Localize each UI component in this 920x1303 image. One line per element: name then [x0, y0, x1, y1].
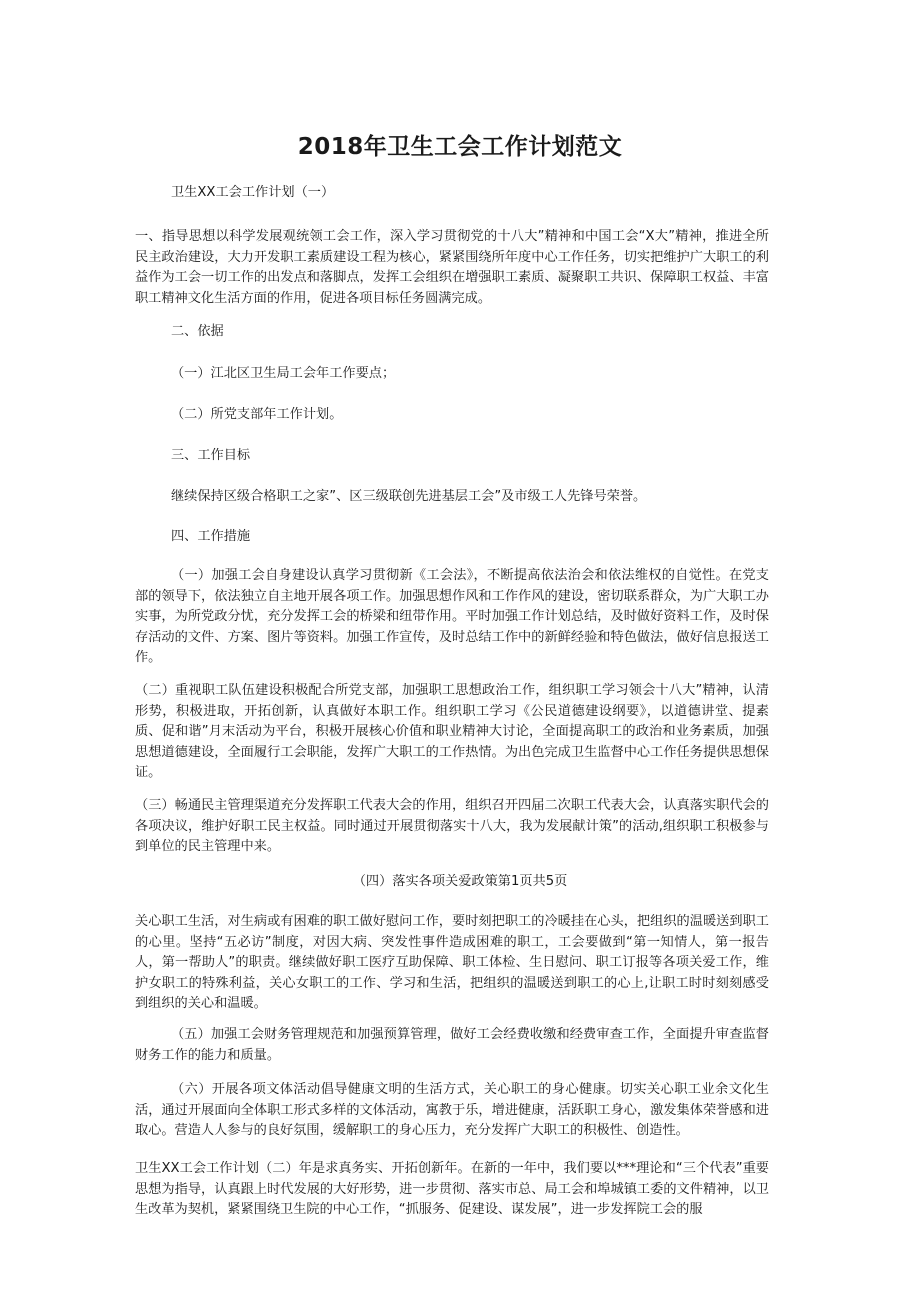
basis-item-2: （二）所党支部年工作计划。 — [171, 407, 343, 422]
measure-5: （五）加强工会财务管理规范和加强预算管理，做好工会经费收缴和经费审查工作，全面提升审查监督财务工作的能力和质量。 — [135, 1027, 769, 1063]
plan-subtitle: 卫生XX工会工作计划（一） — [171, 185, 335, 200]
measure-6: （六）开展各项文体活动倡导健康文明的生活方式，关心职工的身心健康。切实关心职工业余文化生活，通过开展面向全体职工形式多样的文体活动，寓教于乐，增进健康，活跃职工身心，激发集体荣誉感和进取心。营造人人参与的良好氛围，缓解职工的身心压力，充分发挥广大职工的积极性、创造性。 — [135, 1082, 769, 1139]
measure-1: （一）加强工会自身建设认真学习贯彻新《工会法》，不断提高依法治会和依法维权的自觉性。在党支部的领导下，依法独立自主地开展各项工作。加强思想作风和工作作风的建设，密切联系群众，为广大职工办实事，为所党政分忧，充分发挥工会的桥梁和纽带作用。平时加强工作计划总结，及时做好资料工作，及时保存活动的文件、方案、图片等资料。加强工作宣传，及时总结工作中的新鲜经验和特色做法，做好信息报送工作。 — [135, 568, 769, 666]
measure-2: （二）重视职工队伍建设积极配合所党支部，加强职工思想政治工作，组织职工学习领会十八大”精神，认清形势，积极进取，开拓创新，认真做好本职工作。组织职工学习《公民道德建设纲要》，以道德讲堂、提素质、促和谐”月末活动为平台，积极开展核心价值和职业精神大讨论，全面提高职工的政治和业务素质，加强思想道德建设，全面履行工会职能，发挥广大职工的工作热情。为出色完成卫生监督中心工作任务提供思想保证。 — [135, 683, 769, 781]
basis-item-1: （一）江北区卫生局工会年工作要点； — [171, 366, 396, 381]
measure-4-heading-page-footer: （四）落实各项关爱政策第1页共5页 — [352, 874, 568, 889]
section-heading-basis: 二、依据 — [171, 324, 224, 339]
measure-4: 关心职工生活，对生病或有困难的职工做好慰问工作，要时刻把职工的冷暖挂在心头，把组织的温暖送到职工的心里。坚持“五必访”制度，对因大病、突发性事件造成困难的职工，工会要做到“第一知情人，第一报告人，第一帮助人”的职责。继续做好职工医疗互助保障、职工体检、生日慰问、职工订报等各项关爱工作，维护女职工的特殊利益，关心女职工的工作、学习和生活，把组织的温暖送到职工的心上,让职工时时刻刻感受到组织的关心和温暖。 — [135, 914, 769, 1012]
paragraph-plan-two: 卫生XX工会工作计划（二）年是求真务实、开拓创新年。在新的一年中，我们要以***理论和“三个代表”重要思想为指导，认真跟上时代发展的大好形势，进一步贯彻、落实市总、局工会和埠城镇工委的文件精神，以卫生改革为契机，紧紧围绕卫生院的中心工作，“抓服务、促建设、谋发展”，进一步发挥院工会的服 — [135, 1161, 769, 1218]
goal-text: 继续保持区级合格职工之家”、区三级联创先进基层工会”及市级工人先锋号荣誉。 — [171, 489, 647, 504]
section-heading-measures: 四、工作措施 — [171, 529, 251, 544]
document-title: 2018年卫生工会工作计划范文 — [297, 134, 623, 160]
measure-3: （三）畅通民主管理渠道充分发挥职工代表大会的作用，组织召开四届二次职工代表大会，认真落实职代会的各项决议，维护好职工民主权益。同时通过开展贯彻落实十八大，我为发展献计策”的活动,组织职工积极参与到单位的民主管理中来。 — [135, 798, 769, 855]
paragraph-guiding-thought: 一、指导思想以科学发展观统领工会工作，深入学习贯彻党的十八大”精神和中国工会“X大”精神，推进全所民主政治建设，大力开发职工素质建设工程为核心，紧紧围绕所年度中心工作任务，切实把维护广大职工的利益作为工会一切工作的出发点和落脚点，发挥工会组织在增强职工素质、凝聚职工共识、保障职工权益、丰富职工精神文化生活方面的作用，促进各项目标任务圆满完成。 — [135, 229, 769, 306]
section-heading-goals: 三、工作目标 — [171, 448, 251, 463]
